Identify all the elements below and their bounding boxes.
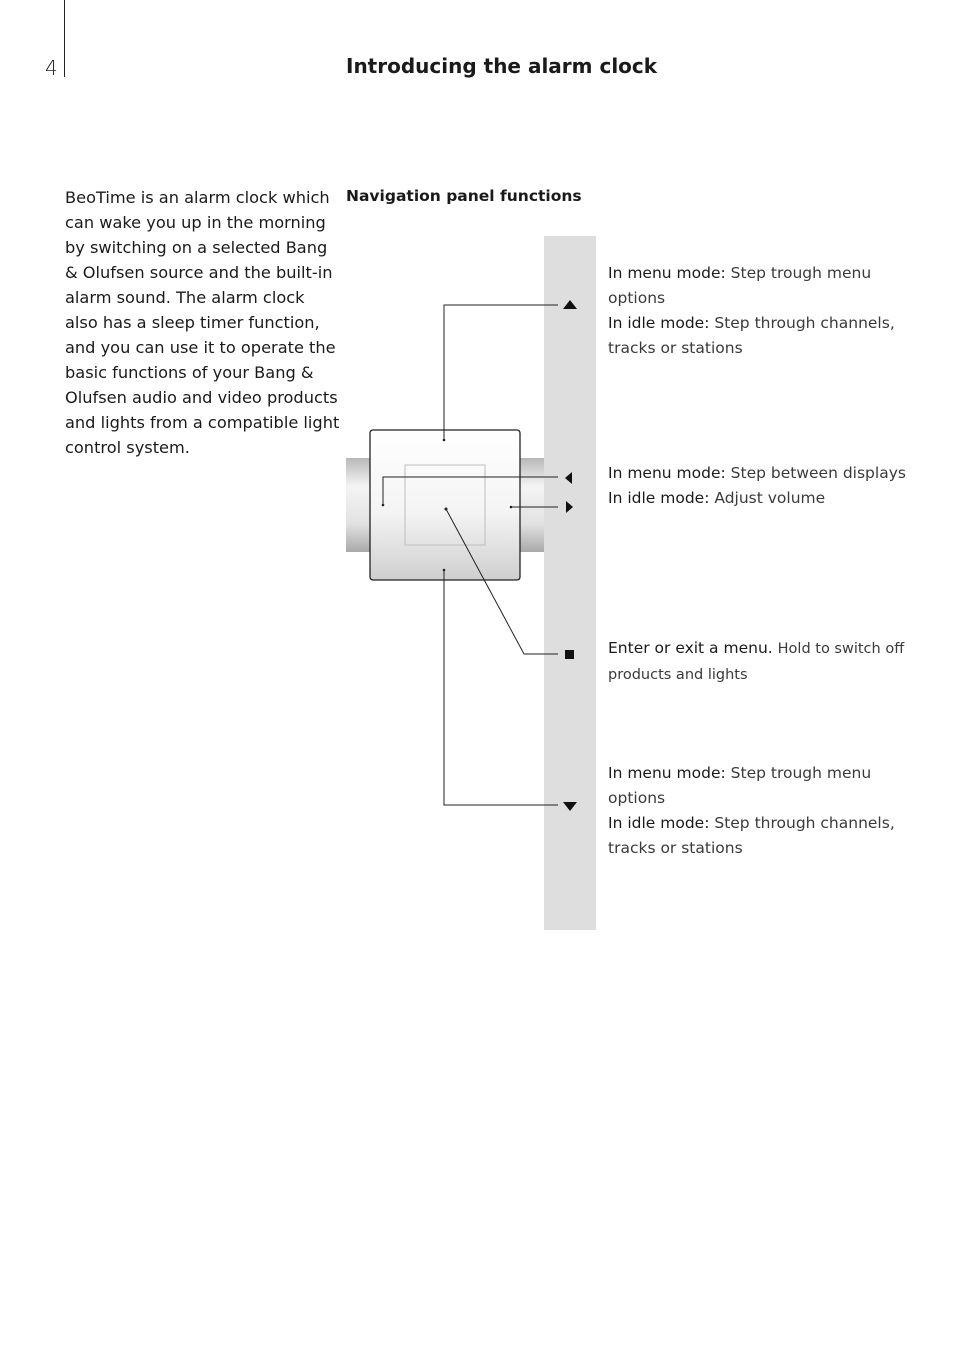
page-margin-rule <box>64 0 65 77</box>
leader-line-up <box>444 305 558 440</box>
menu-mode-label: In menu mode: <box>608 764 726 782</box>
leader-line-down <box>444 570 558 805</box>
clock-stand-left <box>346 458 372 552</box>
function-left-right-description <box>608 461 908 511</box>
menu-mode-label: In menu mode: <box>608 464 726 482</box>
function-centre-description <box>608 636 908 688</box>
panel-strip <box>544 236 596 930</box>
clock-body <box>370 430 520 580</box>
function-down-description <box>608 761 908 861</box>
navigation-panel-diagram <box>340 230 610 940</box>
clock-stand-right <box>518 458 544 552</box>
idle-mode-label: In idle mode: <box>608 489 710 507</box>
page-number: 4 <box>45 56 58 80</box>
menu-mode-text: Step trough menu options <box>608 764 872 807</box>
intro-paragraph: BeoTime is an alarm clock which can wake you up in the morning by switching on a selected Bang & Olufsen source and the built-in alarm sound. The alarm clock also has a sleep timer function, and you can use it to operate the basic functions of your Bang & Olufsen audio and video products and lights from a compatible light control system. <box>65 188 340 457</box>
square-stop-icon <box>565 650 574 659</box>
idle-mode-label: In idle mode: <box>608 814 710 832</box>
section-heading: Navigation panel functions <box>346 187 582 205</box>
menu-mode-label: In menu mode: <box>608 264 726 282</box>
function-up-description <box>608 261 908 361</box>
centre-extra-text: Hold to switch off products and lights <box>608 641 905 683</box>
menu-mode-text: Step trough menu options <box>608 264 872 307</box>
idle-mode-text: Step through channels, tracks or stations <box>608 314 895 357</box>
idle-mode-label: In idle mode: <box>608 314 710 332</box>
centre-main-text: Enter or exit a menu. <box>608 639 773 657</box>
page-title: Introducing the alarm clock <box>346 54 658 78</box>
idle-mode-text: Adjust volume <box>714 489 826 507</box>
menu-mode-text: Step between displays <box>730 464 906 482</box>
idle-mode-text: Step through channels, tracks or stations <box>608 814 895 857</box>
